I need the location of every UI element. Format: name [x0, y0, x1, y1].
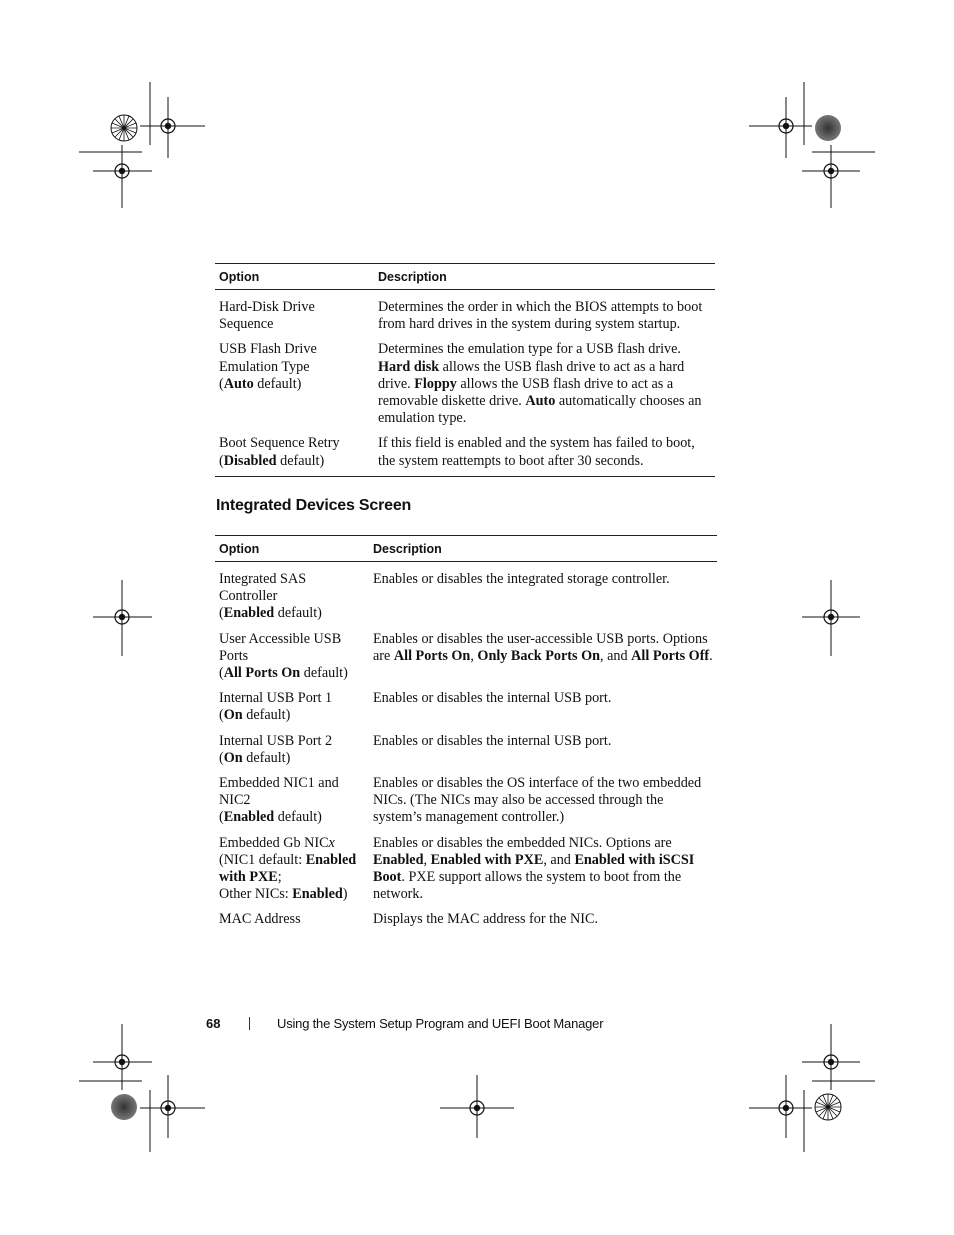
description-cell: Determines the order in which the BIOS attempts to boot from hard drives in the system during system startup. — [378, 299, 703, 333]
table-body — [215, 562, 717, 935]
table-row — [215, 911, 717, 934]
option-cell: Embedded NIC1 and NIC2 (Enabled default) — [219, 775, 339, 826]
description-column-header: Description — [369, 536, 717, 562]
footer-divider — [249, 1017, 250, 1030]
integrated-devices-table — [215, 535, 717, 935]
table-row — [215, 435, 715, 476]
table-row — [215, 835, 717, 912]
section-heading: Integrated Devices Screen — [216, 497, 412, 514]
table-row — [215, 341, 715, 435]
table-row — [215, 631, 717, 691]
table-row — [215, 733, 717, 775]
description-cell: Enables or disables the user-accessible USB ports. Options are All Ports On, Only Back Ports On, and All Ports Off. — [373, 630, 713, 664]
boot-settings-table — [215, 263, 715, 477]
table-row — [215, 290, 715, 342]
option-cell: Embedded Gb NICx (NIC1 default: Enabled with PXE; Other NICs: Enabled) — [219, 834, 357, 903]
table-row — [215, 690, 717, 732]
option-cell: Hard-Disk Drive Sequence — [219, 299, 315, 333]
option-cell: Internal USB Port 1 (On default) — [219, 690, 333, 724]
description-cell: Enables or disables the internal USB port. — [373, 732, 612, 749]
description-cell: Displays the MAC address for the NIC. — [373, 911, 598, 928]
table-row — [215, 562, 717, 631]
option-cell: USB Flash Drive Emulation Type (Auto default) — [219, 341, 317, 392]
description-column-header: Description — [374, 264, 715, 290]
table-row — [215, 775, 717, 835]
description-cell: If this field is enabled and the system has failed to boot, the system reattempts to boot after 30 seconds. — [374, 435, 715, 476]
description-cell: Enables or disables the internal USB port. — [373, 690, 612, 707]
option-cell: User Accessible USB Ports (All Ports On default) — [219, 630, 348, 682]
option-cell: Boot Sequence Retry (Disabled default) — [215, 435, 374, 476]
description-cell: Determines the emulation type for a USB flash drive. Hard disk allows the USB flash drive to act as a hard drive. Floppy allows the USB flash drive to act as a removable diskette drive. Auto automatically chooses an emulation type. — [378, 341, 702, 427]
description-cell: Enables or disables the embedded NICs. Options are Enabled, Enabled with PXE, and Enabled with iSCSI Boot. PXE support allows the system to boot from the network. — [373, 834, 695, 903]
running-title: Using the System Setup Program and UEFI Boot Manager — [277, 1016, 604, 1031]
option-cell: Integrated SAS Controller (Enabled default) — [219, 571, 322, 622]
option-column-header: Option — [215, 264, 374, 290]
page-number: 68 — [206, 1016, 221, 1031]
option-column-header: Option — [215, 536, 369, 562]
option-cell: Internal USB Port 2 (On default) — [219, 732, 333, 766]
option-cell: MAC Address — [219, 911, 301, 928]
description-cell: Enables or disables the integrated storage controller. — [373, 571, 670, 587]
table-body — [215, 290, 715, 477]
description-cell: Enables or disables the OS interface of the two embedded NICs. (The NICs may also be accessed through the system’s management controller.) — [373, 775, 702, 826]
